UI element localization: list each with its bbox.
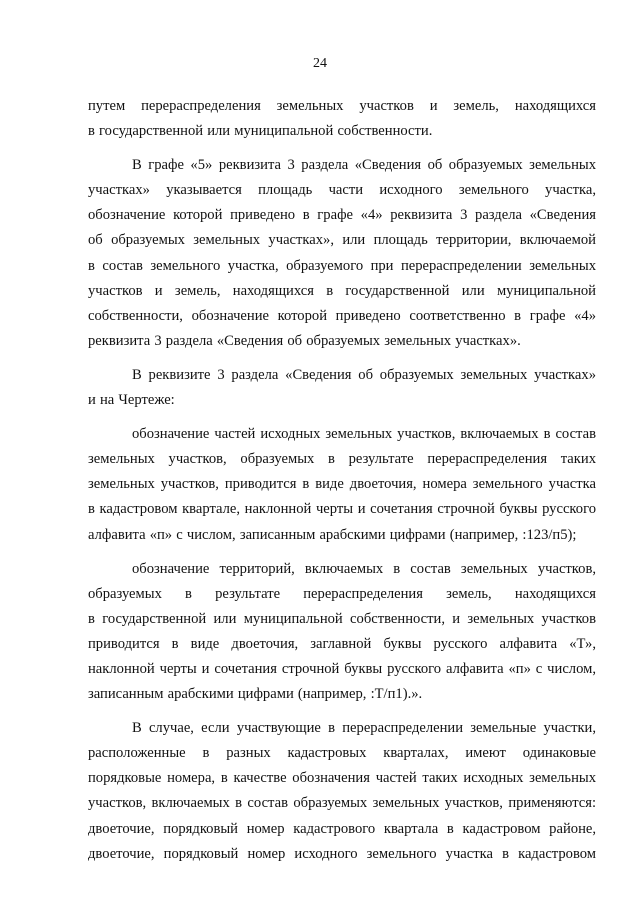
paragraph-territories-designation [88,557,596,708]
text-line: образуемых в результате перераспределения земель, находящихся [88,585,596,602]
text-line: собственности, обозначение которой приведено соответственно в графе «4» [88,307,596,324]
text-line: участках» указывается площадь части исходного земельного участка, [88,182,596,199]
text-line: земельных участков, образуемых в результате перераспределения таких [88,451,596,468]
page-number: 24 [313,56,327,71]
paragraph-parts-designation [88,422,596,547]
text-line: земельных участков, приводится в виде двоеточия, номера земельного участка [88,476,596,493]
paragraph-continuation [88,94,596,144]
text-line: наклонной черты и сочетания строчной буквы русского алфавита «п» с числом, [88,660,596,677]
text-line: порядковые номера, в качестве обозначения частей таких исходных земельных [88,770,596,787]
text-line: в государственной или муниципальной собственности, и земельных участков [88,610,596,627]
text-line: участков и земель, находящихся в государственной или муниципальной [88,282,596,299]
text-line: приводится в виде двоеточия, заглавной буквы русского алфавита «Т», [88,635,596,652]
paragraph-different-quarters [88,716,596,867]
text-line: и на Чертеже: [88,392,175,409]
text-line: участков, включаемых в состав образуемых земельных участков, применяются: [88,795,596,812]
text-line: об образуемых земельных участках», или площадь территории, включаемой [88,232,596,249]
text-line: двоеточие, порядковый номер исходного земельного участка в кадастровом [88,845,596,862]
text-line: в государственной или муниципальной собственности. [88,123,433,140]
text-line: двоеточие, порядковый номер кадастрового квартала в кадастровом районе, [88,820,596,837]
text-line: записанным арабскими цифрами (например, :Т/п1).». [88,686,423,703]
text-line: В случае, если участвующие в перераспределении земельные участки, [132,720,596,737]
text-line: реквизита 3 раздела «Сведения об образуемых земельных участках». [88,332,521,349]
text-line: алфавита «п» с числом, записанным арабскими цифрами (например, :123/п5); [88,526,577,543]
text-line: В графе «5» реквизита 3 раздела «Сведения об образуемых земельных [132,157,596,174]
text-line: расположенные в разных кадастровых кварталах, имеют одинаковые [88,745,596,762]
text-line: обозначение территорий, включаемых в состав земельных участков, [132,560,596,577]
text-line: обозначение частей исходных земельных участков, включаемых в состав [132,426,596,443]
text-line: в состав земельного участка, образуемого при перераспределении земельных [88,257,596,274]
paragraph-grafa-5 [88,153,596,354]
document-body [88,94,596,867]
text-line: в кадастровом квартале, наклонной черты и сочетания строчной буквы русского [88,501,596,518]
text-line: В реквизите 3 раздела «Сведения об образуемых земельных участках» [132,366,596,383]
text-line: путем перераспределения земельных участков и земель, находящихся [88,98,596,114]
text-line: обозначение которой приведено в графе «4» реквизита 3 раздела «Сведения [88,207,596,224]
paragraph-rekvizit-3 [88,363,596,413]
